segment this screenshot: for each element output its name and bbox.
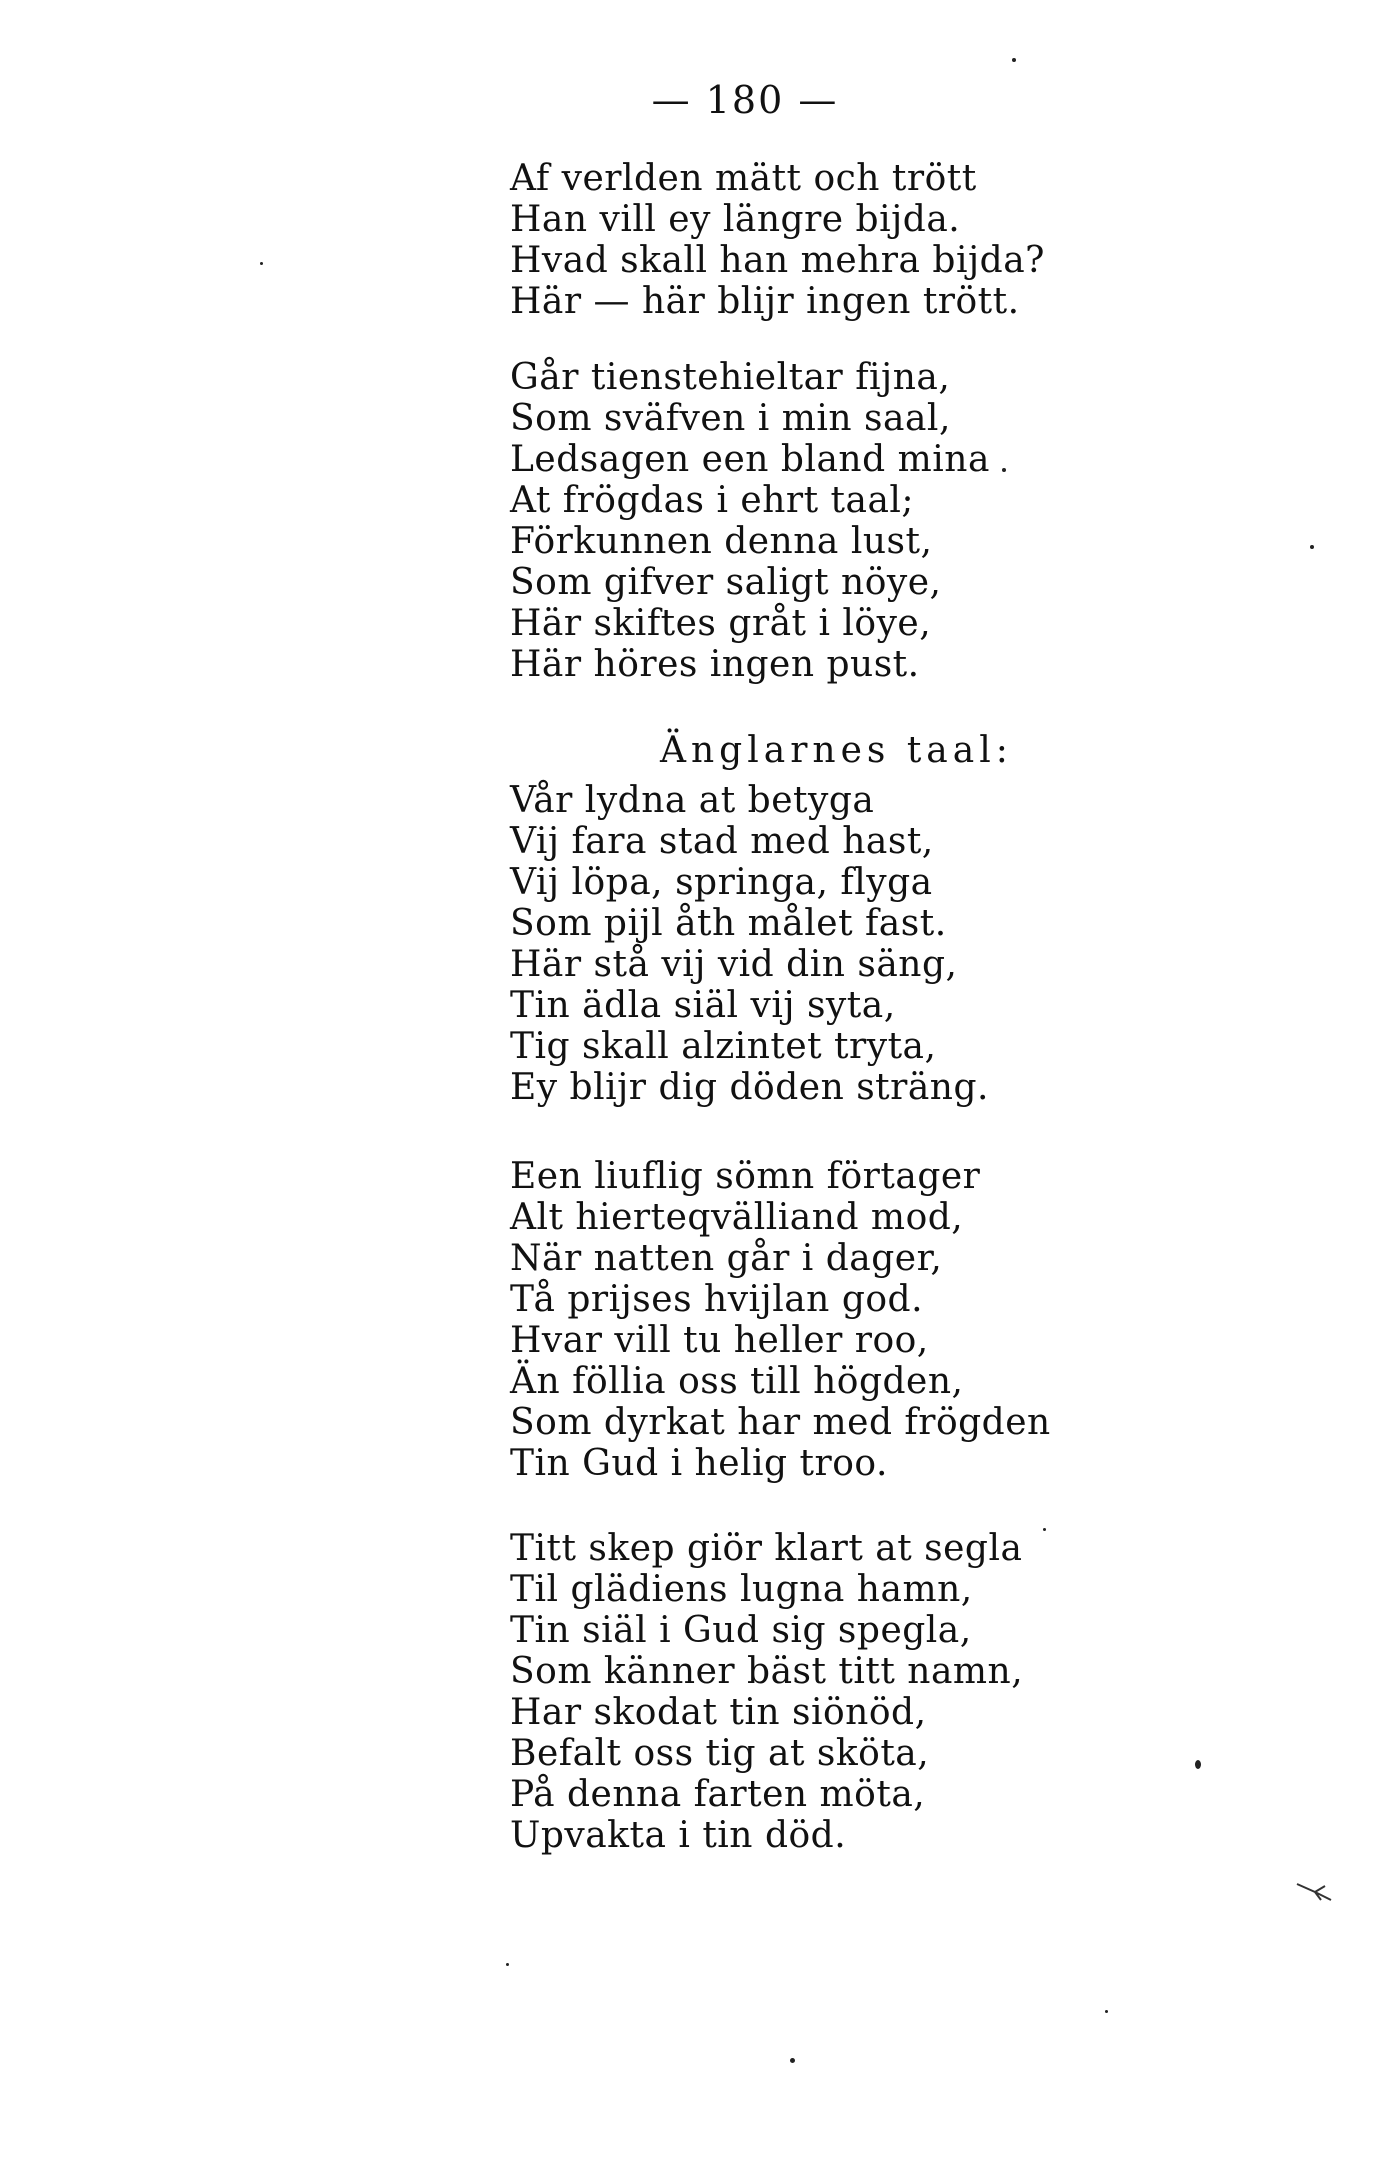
- verse-line: Af verlden mätt och trött: [510, 158, 977, 199]
- scan-speck: [1310, 545, 1314, 549]
- verse-line: Tin Gud i helig troo.: [510, 1443, 888, 1484]
- stanza-5: [510, 1528, 1023, 1856]
- verse-line: Upvakta i tin död.: [510, 1815, 847, 1856]
- verse-line: Titt skep giör klart at segla: [510, 1528, 1023, 1569]
- verse-line: Hvad skall han mehra bijda?: [510, 240, 1045, 281]
- verse-line: Vij löpa, springa, flyga: [510, 862, 933, 903]
- scan-speck: [1043, 1528, 1046, 1531]
- verse-line: Ledsagen een bland mina: [510, 439, 990, 480]
- verse-line: Vij fara stad med hast,: [510, 821, 934, 862]
- verse-line: När natten går i dager,: [510, 1238, 943, 1279]
- scan-speck: [1105, 2010, 1108, 2013]
- verse-line: Een liuflig sömn förtager: [510, 1156, 981, 1197]
- verse-line: Här höres ingen pust.: [510, 644, 920, 685]
- stanza-4: [510, 1156, 1051, 1484]
- scan-mark-icon: [1295, 1880, 1335, 1904]
- scan-speck: [1195, 1760, 1201, 1769]
- stanza-2: [510, 357, 990, 685]
- verse-line: Som gifver saligt nöye,: [510, 562, 942, 603]
- verse-line: Til glädiens lugna hamn,: [510, 1569, 973, 1610]
- verse-line: Än föllia oss till högden,: [510, 1361, 964, 1402]
- scan-speck: [1002, 468, 1006, 472]
- verse-line: Alt hierteqvälliand mod,: [510, 1197, 964, 1238]
- scan-speck: [790, 2058, 795, 2063]
- verse-line: Han vill ey längre bijda.: [510, 199, 961, 240]
- verse-line: Vår lydna at betyga: [510, 780, 875, 821]
- verse-line: Ey blijr dig döden sträng.: [510, 1067, 989, 1108]
- verse-line: Här skiftes gråt i löye,: [510, 603, 932, 644]
- scan-speck: [1012, 58, 1016, 62]
- verse-line: At frögdas i ehrt taal;: [510, 480, 915, 521]
- verse-line: Hvar vill tu heller roo,: [510, 1320, 929, 1361]
- verse-line: Som dyrkat har med frögden: [510, 1402, 1051, 1443]
- verse-line: Befalt oss tig at sköta,: [510, 1733, 930, 1774]
- verse-line: Förkunnen denna lust,: [510, 521, 933, 562]
- verse-line: Som känner bäst titt namn,: [510, 1651, 1024, 1692]
- verse-line: Tin siäl i Gud sig spegla,: [510, 1610, 972, 1651]
- verse-line: På denna farten möta,: [510, 1774, 926, 1815]
- verse-line: Här — här blijr ingen trött.: [510, 281, 1020, 322]
- verse-line: Tig skall alzintet tryta,: [510, 1026, 937, 1067]
- section-heading: Änglarnes taal:: [660, 730, 1013, 771]
- stanza-1: [510, 158, 1045, 322]
- verse-line: Går tienstehieltar fijna,: [510, 357, 951, 398]
- verse-line: Som pijl åth målet fast.: [510, 903, 947, 944]
- verse-line: Har skodat tin siönöd,: [510, 1692, 927, 1733]
- verse-line: Tå prijses hvijlan god.: [510, 1279, 924, 1320]
- verse-line: Här stå vij vid din säng,: [510, 944, 958, 985]
- page-number: — 180 —: [651, 78, 839, 122]
- scan-speck: [506, 1963, 509, 1966]
- stanza-3: [510, 780, 989, 1108]
- verse-line: Som sväfven i min saal,: [510, 398, 951, 439]
- scan-speck: [260, 262, 263, 265]
- verse-line: Tin ädla siäl vij syta,: [510, 985, 896, 1026]
